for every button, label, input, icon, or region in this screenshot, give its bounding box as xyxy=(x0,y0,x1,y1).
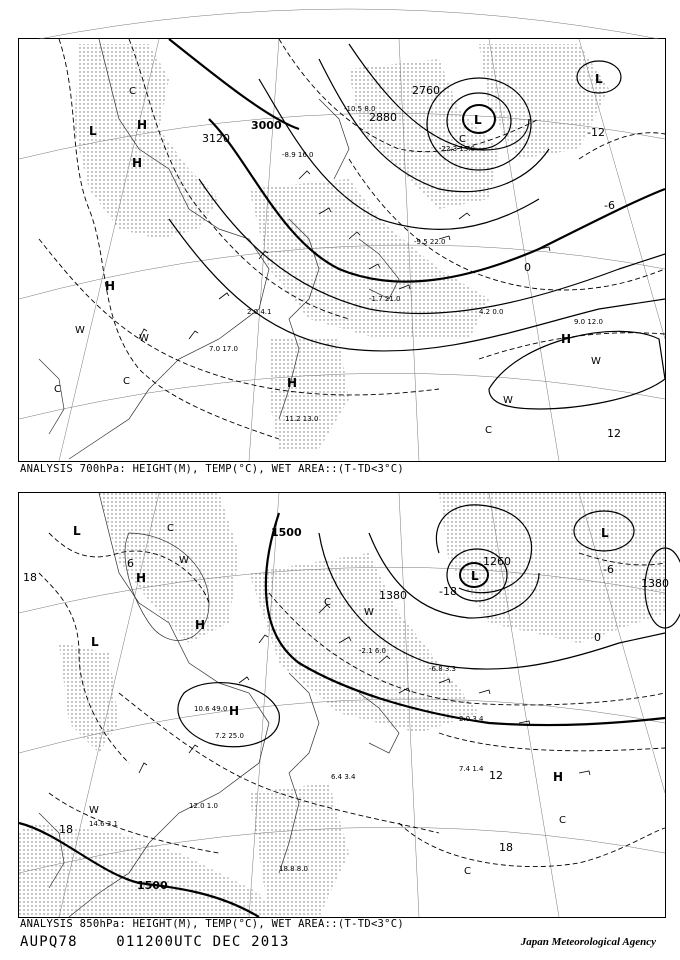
station-value: 12.0 1.0 xyxy=(189,802,218,810)
station-value: -22.3 15.0 xyxy=(439,145,475,153)
height-label: 1380 xyxy=(379,589,407,602)
warm-mark: W xyxy=(591,356,601,367)
station-value: -1.7 21.0 xyxy=(369,295,401,303)
height-label: 1380 xyxy=(641,577,669,590)
high-center: H xyxy=(229,704,240,718)
isotherm-labels xyxy=(524,126,621,440)
station-value: 7.4 1.4 xyxy=(459,765,484,773)
isotherm-label: 18 xyxy=(23,571,37,584)
station-value: 7.0 17.0 xyxy=(209,345,238,353)
caption-700hpa: ANALYSIS 700hPa: HEIGHT(M), TEMP(°C), WET AREA::(T-TD<3°C) xyxy=(20,463,405,475)
high-center: H xyxy=(561,332,572,346)
map-700hpa xyxy=(19,39,665,461)
warm-mark: C xyxy=(464,866,471,877)
high-center: H xyxy=(287,376,298,390)
isotherm-label: 0 xyxy=(524,261,531,274)
cold-mark: C xyxy=(54,384,61,395)
station-value: -2.1 6.0 xyxy=(359,647,387,655)
wet-areas xyxy=(19,493,665,917)
high-center: H xyxy=(105,279,116,293)
chart-identifier xyxy=(20,934,290,950)
isotherm-label: 0 xyxy=(594,631,601,644)
isotherm-label: 18 xyxy=(59,823,73,836)
height-label: 1260 xyxy=(483,555,511,568)
high-center: H xyxy=(132,156,143,170)
warm-mark: W xyxy=(179,555,189,566)
map-850hpa xyxy=(19,493,669,917)
isotherm-label: 6 xyxy=(127,557,134,570)
isotherm-label: -12 xyxy=(587,126,605,139)
cold-mark: C xyxy=(459,134,466,145)
warm-mark: W xyxy=(139,333,149,344)
station-value: -8.9 16.0 xyxy=(282,151,314,159)
station-value: 10.6 49.0 xyxy=(194,705,228,713)
chart-850hpa xyxy=(18,492,669,918)
station-value: -9.5 22.0 xyxy=(414,238,446,246)
height-label: 2760 xyxy=(412,84,440,97)
station-value: 2.0 4.1 xyxy=(247,308,272,316)
height-label: 3120 xyxy=(202,132,230,145)
high-center: H xyxy=(553,770,564,784)
low-center: L xyxy=(471,569,479,583)
caption-850hpa: ANALYSIS 850hPa: HEIGHT(M), TEMP(°C), WET AREA::(T-TD<3°C) xyxy=(20,918,405,930)
isotherm-label: -18 xyxy=(439,585,457,598)
isotherm-label: 12 xyxy=(607,427,621,440)
isotherm-label: -6 xyxy=(604,199,615,212)
low-center: L xyxy=(595,72,603,86)
warm-mark: W xyxy=(75,325,85,336)
cold-mark: C xyxy=(129,86,136,97)
height-label: 1500 xyxy=(137,879,168,892)
cold-mark: C xyxy=(559,815,566,826)
station-value: 14.6 3.1 xyxy=(89,820,118,828)
chart-code: AUPQ78 xyxy=(20,934,78,950)
isotherm-label: 12 xyxy=(489,769,503,782)
station-value: 11.2 13.0 xyxy=(285,415,319,423)
cold-mark: C xyxy=(485,425,492,436)
isotherm-label: -6 xyxy=(603,563,614,576)
height-label: 2880 xyxy=(369,111,397,124)
station-value: 9.0 12.0 xyxy=(574,318,603,326)
warm-mark: W xyxy=(364,607,374,618)
station-value: -10.5 8.0 xyxy=(344,105,376,113)
warm-mark: W xyxy=(503,395,513,406)
chart-700hpa xyxy=(18,38,666,462)
station-value: 7.2 25.0 xyxy=(215,732,244,740)
low-center: L xyxy=(89,124,97,138)
high-center: H xyxy=(136,571,147,585)
station-value: 2.0 3.4 xyxy=(459,715,484,723)
station-value: 6.4 3.4 xyxy=(331,773,356,781)
height-label: 3000 xyxy=(251,119,282,132)
low-center: L xyxy=(91,635,99,649)
low-center: L xyxy=(601,526,609,540)
cold-mark: C xyxy=(123,376,130,387)
cold-mark: C xyxy=(324,597,331,608)
warm-mark: W xyxy=(89,805,99,816)
low-center: L xyxy=(73,524,81,538)
cold-mark: C xyxy=(167,523,174,534)
station-value: 18.8 8.0 xyxy=(279,865,308,873)
valid-time: 011200UTC DEC 2013 xyxy=(116,934,290,950)
high-center: H xyxy=(195,618,206,632)
height-label: 1500 xyxy=(271,526,302,539)
low-center: L xyxy=(474,113,482,127)
high-center: H xyxy=(137,118,148,132)
station-value: -6.8 3.3 xyxy=(429,665,457,673)
agency-name: Japan Meteorological Agency xyxy=(520,936,656,948)
isotherm-label: 18 xyxy=(499,841,513,854)
station-value: 4.2 0.0 xyxy=(479,308,504,316)
